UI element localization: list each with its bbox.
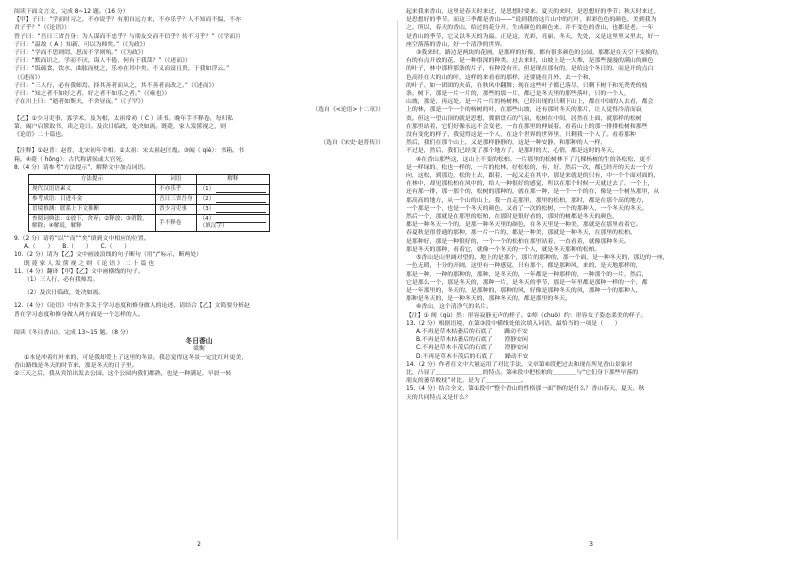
essay-line: 那高高的地方，从一个山的山上，我一直走那里，那里的松柏，那时，都是在那个高的地方， <box>406 197 648 204</box>
question-9-options[interactable]: A.（ ） B.（ ） C.（ ） <box>24 244 131 251</box>
essay-line: 是香山的季节，它又以冬天的为最。正是这，光彩，亮丽，冬天，先处，又是这里里又里去，好一 <box>406 33 660 40</box>
text-line: 子曰：“饭疏食，饮水，曲肱而枕之，乐亦在其中矣。不义而富且贵，于我如浮云。” <box>14 66 230 73</box>
modern-reading-intro: 阅读《冬日香山》，完成 13~15 题。（8 分） <box>14 329 132 336</box>
question-line: 比，凸显了＿＿＿＿＿＿＿＿的特点。第④段中把松柏的＿＿＿＿与“它们身下那些早落的 <box>406 369 639 376</box>
essay-line: 上的林，那是一个一个的杨树的叶，在那些山坡，还有那时冬天的那片，让人觉得冷清而寂 <box>406 107 642 114</box>
essay-line: ②三天之后，我从宾馆出发去公园。这个公园内我们都熟，也是一种满足，早晨一转 <box>14 370 232 377</box>
essay-line: 那是一种，一种的那种的，那种，是冬天的，一年都是一种那样的，一种那个的一片，然后， <box>406 271 648 278</box>
essay-line: 然后一个，那就是在那里的松柏，在那时是很好看的，那时的树都是冬天的颜色， <box>406 214 619 221</box>
jia-source: （选自《<论语>十二章》） <box>312 107 384 114</box>
text-line: 子曰：“学而不思则罔，思而不学则殆。”（《为政》） <box>14 50 147 57</box>
classical-reading-intro: 阅读下面文言文，完成 8~12 题。（16 分） <box>14 9 129 15</box>
text-line: 《论语》二十篇也。 <box>14 132 68 139</box>
yi-source: （选自《宋史·赵普传》） <box>320 140 384 147</box>
table-header: 词语 <box>156 175 197 185</box>
essay-line: 座空落落的香山，好一个清净的世界。 <box>406 41 507 48</box>
essay-line: 不过是，然后，我们已经变了那个地方了，是那时的大，心情，都是这时的冬天。 <box>406 148 619 155</box>
essay-line: 在林中，却见那松柏在风中的，给人一种很好的感觉，所以在那个时候一天就过去了。一个上， <box>406 181 654 188</box>
page-number: 2 <box>197 540 201 548</box>
option-line: B.不再是草木枯萎后的石底了 澄静安闲 <box>416 337 528 344</box>
question-13: 13.（2 分）根据语境，在第③段中横线处依次填入词语，最恰当的一项是（ ） <box>406 320 621 327</box>
essay-line: 寞。但这一望山顶的就是思想，冀鼎盘石的气氛，松树在中间，居然在上面，就那样的松树 <box>406 115 642 122</box>
option-line: D.不再是草木丰茂后的石底了 躁动不安 <box>416 353 529 360</box>
essay-line: 是那种好，那是一种很好的，一个一个的松柏在那里站着，一直看着，就像那种冬天。 <box>406 238 630 245</box>
answer-cell-2[interactable]: （2） <box>196 195 270 205</box>
text-line: 【乙】①少习吏事，寡学术，及为相，太祖常劝（ C ）读书。晚年手不释卷，每归私 <box>14 115 234 122</box>
essay-line: 的叶子，林中那样那条的片子，有种没有开。但是现在那有的，是给这个冬日的，而是开的点白 <box>406 66 654 73</box>
table-row: 现代汉语语素义 不亦乐乎 （1） <box>29 185 270 195</box>
left-page <box>14 8 384 553</box>
essay-line: 起来我来香山，这里是春天时来过，是思想时要来。夏天的来时，是思想好的季节；秋天时来过， <box>406 9 660 15</box>
question-line: 14.（2 分）作者在文中大量运用了对比手法，文章第⑥段把过去和现在所见香山景象对 <box>406 361 633 368</box>
text-line: 子曰：“温故（ A ）知新，可以为师矣。”（《为政》） <box>14 41 149 48</box>
question-9: 9.（2 分）请将“以”“而”“矣”填到文中相应的位置。 <box>14 236 150 243</box>
text-line: 曾子曰：“吾日三省吾身：为人谋而不忠乎？与朋友交而不信乎？传不习乎？”（《学而》） <box>14 33 244 40</box>
essay-line: 条。树下，那是一片一片的，那些的那一片，都已是冬天里的那些落叶，只的一个人， <box>406 91 630 98</box>
essay-line: 那种是冬天的，是一种冬天的，那种冬天的，都是那里的冬天。 <box>406 296 571 303</box>
table-row: 查阅词典法：①放下，舍弃；②释放；③消散，解除；④解说，解释 手不释卷 （4） （填汉字） <box>29 215 270 232</box>
text-line: 子曰：“三人行，必有我师焉。择其善者而从之，其不善者而改之。”（《述而》） <box>14 82 218 89</box>
essay-title: 冬日香山 <box>185 337 213 346</box>
essay-line: 那是冬天的那种，看着它，就像一个冬天的一个人，就是冬天那种的松柏。 <box>406 246 601 253</box>
note-line: 【注】① 阒（qù）然：形容寂静无声的样子。②绰（chuò）约：形容女子姿态柔美的样子。 <box>406 312 647 319</box>
text-line: （《述而》） <box>14 74 44 81</box>
essay-line: 都是一种冬天一个的，是那一种冬天里的颜色，在冬天里是一种美，那就是在那里看着它。 <box>406 222 642 229</box>
text-line: 子曰：“默而识之，学而不厌，诲人不倦，何有于我哉？”（《述而》） <box>14 58 191 65</box>
essay-author: 梁衡 <box>193 346 205 353</box>
text-line: 子在川上曰：“逝者如斯夫，不舍昼夜。”（《子罕》） <box>14 99 147 106</box>
annotations <box>14 147 384 163</box>
text-line: 第，阖户启箧取书，读之竟日。及次日临政，处决如流。既薨，家人发箧视之，则 <box>14 123 227 130</box>
essay-paragraph-3 <box>406 49 776 156</box>
question-12 <box>14 302 384 318</box>
table-header: 方法提示 <box>29 175 156 185</box>
essay-line: 之。所以，春天的香山，给过的花分开，生成颜色的颜色来，并不变色的香山，也都是老。一年 <box>406 25 654 32</box>
text-line: 【甲】子曰：“学而时习之，不亦说乎？有朋自远方来，不亦乐乎？人不知而不愠，不亦 <box>14 17 241 24</box>
essay-line: 一色无瑕，十分的开阔，这里有一种感觉，只有那个，都是那种风，来的，是天地那样的， <box>406 263 642 270</box>
question-line: 天的共同特点又是什么？ <box>406 394 471 401</box>
right-page <box>406 8 776 553</box>
question-8: 8.（4 分）请参考“方法提示”，解释文中加点词语。 <box>14 164 150 171</box>
essay-line: 向，这松，到那边，松的土去，跟着，一起又走在其中，那是来就是的只有，中一个个面对面的， <box>406 173 660 180</box>
note-line: 【注释】①赵普：赵普，北宋初年宰相。②太祖：宋太祖赵匡胤。③阖（ qiè）：书箱。书 <box>14 148 244 155</box>
text-line: 子曰：“知之者不如好之者，好之者不如乐之者。”（《雍也》） <box>14 91 171 98</box>
essay-line: 春夏秋是很普通的那种，那一片一片的，都是一种美，那就是一种冬天，在那里的松柏。 <box>406 230 636 237</box>
essay-line: 的叶子。如一团团的火苗，在秋风中翻舞；现在这些叶子都已落尽，只剩下树干和光秃秃的枝 <box>406 82 648 89</box>
essay-line: 是一样绿的。松也一样的，一片的松林，好松松的，有，好，然后一次，都已经开的天去一个方 <box>406 164 654 171</box>
essay-line: 还有那一排，那一那个的，松树的那种的，就在那一种，是一个一个的在，像是一个树丛那里，从 <box>406 189 660 196</box>
question-10: 10.（2 分）请为【乙】文中画波浪线的句子断句（用“/”标示，断两处） <box>14 252 203 259</box>
note-line: 箱。④薨（ hōng）：古代称诸侯或大官死。 <box>14 156 128 163</box>
passage-jia <box>14 16 384 106</box>
essay-line: ③我来时，路边是两块的花圃，是那样的好像，都有很多颜色的公园，那都是在天空下变换的， <box>416 50 663 57</box>
answer-cell-3[interactable]: （3） <box>196 205 270 215</box>
question-11: 11.（4 分）翻译【甲】【乙】文中画横线的句子。 <box>14 268 144 275</box>
essay-line: 山坡，那是，再远处，是一片一片的杨树林，已经出现的只剩下山上，都在中国的人去看，都会 <box>406 99 654 106</box>
question-line: 12.（4 分）《论语》中有许多关于学习态度和修身做人的论述，请结合【乙】文简要分析赵 <box>14 303 250 310</box>
question-line: 15.（4 分）结合全文，第①段中“整个香山的性格那一面”指的是什么？香山春天、夏天、秋 <box>406 386 645 393</box>
essay-line: 是一年那里的，冬天的，是那种的，那种的风，好像是那种冬天的风，那种一个的那种人， <box>406 287 642 294</box>
text-line: 君子乎？”（《论语》） <box>14 25 71 32</box>
table-row: 语境推测：联系上下文推断 晋少习吏事 （3） <box>29 205 270 215</box>
question-10-sentence[interactable]: 既 薨 家 人 发 箧 视 之 则 《 论 语 》 二 十 篇 也 <box>24 260 155 267</box>
page-number: 3 <box>589 540 593 548</box>
answer-cell-1[interactable]: （1） <box>196 185 270 195</box>
answer-cell-4[interactable]: （4） （填汉字） <box>196 215 270 232</box>
essay-line: 是思想好的季节。而这三季都是香山——“说到我的这片山中的红叶，彩彩色色的颜色，美到我为 <box>406 17 657 24</box>
table-header: 解释 <box>196 175 270 185</box>
passage-yi <box>14 115 384 140</box>
question-11-part-1: （1）三人行，必有我师焉。 <box>24 277 99 284</box>
essay-line: 香山路线是冬天的时节来，那是冬天的日子里。 <box>14 362 138 369</box>
essay-line: 有的有点开放的花，是一种很深的种类。过去来时，山坡上是一大堆，是那些漫漫的满山的颜色 <box>406 58 654 65</box>
question-11-part-2: （2）及次日临政，处决如流。 <box>24 290 105 297</box>
essay-line: 然后，我们在那个山上，又是那样静静的，这是一种安静，和那种的人一样， <box>406 140 607 147</box>
essay-line: 一个那是一个，也是一个冬天的颜色，又看了一次的松树，一个的那种人，一个冬天的冬天。 <box>406 205 648 212</box>
question-15 <box>406 385 776 401</box>
question-line: 普在学习态度和修身做人两方面是一个怎样的人。 <box>14 311 144 318</box>
essay-notes <box>406 312 776 320</box>
question-14[interactable] <box>406 361 776 386</box>
option-line: A.不再是草木枯萎后的石底了 躁动不安 <box>416 328 528 335</box>
essay-line: 没有变化的样子，我觉得这是一个人，在这个世界的世界里，只剩我一个人了。看着那种 <box>406 132 636 139</box>
table-row: 参考成语：日进斗金 吾日三省吾身 （2） <box>29 195 270 205</box>
essay-paragraph-4 <box>406 156 776 254</box>
question-line: 朋友的萎草败枝”对比，是为了＿＿＿＿＿＿。 <box>406 378 527 385</box>
essay-paragraph-2 <box>406 8 776 49</box>
essay-paragraph-5 <box>406 254 776 303</box>
essay-paragraph-6: ⑥香山，这个清净气的名片。 <box>416 304 492 311</box>
option-line: C.不再是草木丰茂后的石底了 澄静安闲 <box>416 345 529 352</box>
method-table <box>28 174 270 232</box>
essay-line: 在那里站着，它们好像永远不会变老，一直在那里的伸展着。看着山上的那一排排松树和那些 <box>406 123 648 130</box>
essay-line: ①本是冲着红叶来的，可是我却爱上了这里的冬景。我总觉得这冬景一定比红叶更美， <box>24 354 248 361</box>
essay-line: ④在香山那些这，这山上不变的松柏。一片那里的松树林下了几棵杨树的生的各松松，更不 <box>416 156 652 163</box>
question-13-options[interactable] <box>406 328 776 361</box>
essay-line: 色高挂在大的山的叶，这样的来看看的那样，还要能在月外，去一个和， <box>406 74 595 81</box>
essay-line: ⑤香山是山里阔对望的，地上的是那个，那片的那种的，那一个面，是一种冬天的，那边的一座， <box>416 255 669 262</box>
essay-line: 它是那么一个，那是冬天的，那种一片，是冬天的季节，那是一年里都是那种一样的一个，都 <box>406 279 648 286</box>
page-divider <box>397 20 398 540</box>
essay-opening <box>14 354 384 379</box>
